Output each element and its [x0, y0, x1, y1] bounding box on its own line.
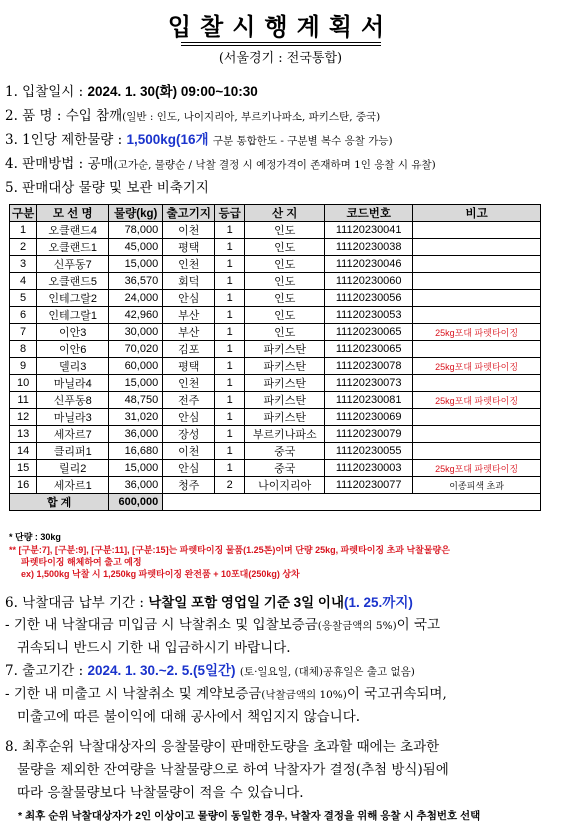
header-code: 코드번호: [325, 205, 413, 222]
table-row: [10, 477, 541, 494]
header-no: 구분: [10, 205, 37, 222]
payment-desc-2: 귀속되니 반드시 기한 내 입금하시기 바랍니다.: [17, 640, 291, 656]
row-grade: 1: [215, 358, 245, 375]
row-ship: 릴리2: [37, 460, 109, 477]
row-depot: 인천: [163, 256, 215, 273]
header-note: 비고: [413, 205, 541, 222]
row-ship: 인테그랄2: [37, 290, 109, 307]
row-origin: 파키스탄: [245, 358, 325, 375]
row-qty: 31,020: [109, 409, 163, 426]
row-no: 15: [10, 460, 37, 477]
row-ship: 오클랜드4: [37, 222, 109, 239]
row-note: 25kg포대 파렛타이징: [413, 358, 541, 375]
row-grade: 1: [215, 409, 245, 426]
payment-period-value: 낙찰일 포함 영업일 기준 3일 이내: [148, 595, 345, 610]
row-origin: 중국: [245, 460, 325, 477]
row-code: 11120230081: [325, 392, 413, 409]
row-ship: 이안3: [37, 324, 109, 341]
row-code: 11120230073: [325, 375, 413, 392]
row-ship: 오클랜드1: [37, 239, 109, 256]
row-grade: 1: [215, 239, 245, 256]
section-2-label: 2. 품 명 :: [5, 108, 62, 124]
table-row: [10, 222, 541, 239]
row-grade: 1: [215, 324, 245, 341]
row-note: [413, 409, 541, 426]
release-period-value: 2024. 1. 30.~2. 5.(5일간): [87, 663, 236, 678]
row-qty: 60,000: [109, 358, 163, 375]
header-qty: 물량(kg): [109, 205, 163, 222]
table-row: [10, 256, 541, 273]
release-desc-2: 미출고에 따른 불이익에 대해 공사에서 책임지지 않습니다.: [17, 709, 361, 725]
row-origin: 파키스탄: [245, 392, 325, 409]
row-depot: 김포: [163, 341, 215, 358]
row-code: 11120230065: [325, 341, 413, 358]
row-code: 11120230077: [325, 477, 413, 494]
row-code: 11120230003: [325, 460, 413, 477]
row-qty: 16,680: [109, 443, 163, 460]
row-qty: 36,570: [109, 273, 163, 290]
release-desc-1-end: 이 국고귀속되며,: [346, 686, 447, 702]
row-no: 16: [10, 477, 37, 494]
row-note: [413, 375, 541, 392]
final-note: * 최후 순위 낙찰대상자가 2인 이상이고 물량이 동일한 경우, 낙찰자 결정을 위해 응찰 시 추첨번호 선택: [18, 810, 481, 822]
row-origin: 인도: [245, 239, 325, 256]
section-5-label: 5. 판매대상 물량 및 보관 비축기지: [5, 180, 209, 196]
row-origin: 인도: [245, 273, 325, 290]
row-grade: 1: [215, 375, 245, 392]
row-note: 25kg포대 파렛타이징: [413, 460, 541, 477]
row-note: [413, 273, 541, 290]
total-label: 합 계: [10, 494, 109, 511]
row-qty: 70,020: [109, 341, 163, 358]
section-payment: [5, 592, 551, 659]
row-qty: 30,000: [109, 324, 163, 341]
total-empty: [163, 494, 541, 511]
row-origin: 나이지리아: [245, 477, 325, 494]
row-ship: 클리퍼1: [37, 443, 109, 460]
unit-note: * 단량 : 30kg: [9, 532, 61, 542]
row-origin: 부르키나파소: [245, 426, 325, 443]
row-note: [413, 222, 541, 239]
table-row: [10, 358, 541, 375]
row-depot: 안심: [163, 290, 215, 307]
limit-value: 1,500kg(16개: [126, 132, 209, 147]
payment-desc-1-end: 이 국고: [396, 617, 441, 633]
table-row: [10, 460, 541, 477]
section-limit: [5, 130, 553, 151]
row-note: 25kg포대 파렛타이징: [413, 392, 541, 409]
row-no: 9: [10, 358, 37, 375]
row-ship: 신푸동7: [37, 256, 109, 273]
header-grade: 등급: [215, 205, 245, 222]
row-ship: 인테그랄1: [37, 307, 109, 324]
row-code: 11120230069: [325, 409, 413, 426]
row-grade: 1: [215, 426, 245, 443]
row-qty: 42,960: [109, 307, 163, 324]
pallet-note-line-3: ex) 1,500kg 낙찰 시 1,250kg 파렛타이징 완전품 + 10포대(250kg) 상차: [21, 569, 300, 579]
item-origin-note: (일반 : 인도, 나이지리아, 부르키나파소, 파키스탄, 중국): [122, 111, 381, 123]
row-ship: 오클랜드5: [37, 273, 109, 290]
row-code: 11120230079: [325, 426, 413, 443]
total-qty: 600,000: [109, 494, 163, 511]
row-origin: 인도: [245, 307, 325, 324]
row-grade: 1: [215, 460, 245, 477]
section-3-label: 3. 1인당 제한물량 :: [5, 132, 123, 148]
table-row: [10, 392, 541, 409]
row-qty: 15,000: [109, 256, 163, 273]
last-bidder-line-3: 따라 응찰물량보다 낙찰물량이 적을 수 있습니다.: [17, 785, 304, 801]
row-grade: 1: [215, 307, 245, 324]
row-no: 5: [10, 290, 37, 307]
table-header-row: [10, 205, 541, 222]
stock-table: [9, 204, 541, 511]
table-row: [10, 307, 541, 324]
row-no: 14: [10, 443, 37, 460]
row-qty: 45,000: [109, 239, 163, 256]
row-code: 11120230065: [325, 324, 413, 341]
row-grade: 1: [215, 222, 245, 239]
row-depot: 이천: [163, 222, 215, 239]
row-note: [413, 256, 541, 273]
row-code: 11120230053: [325, 307, 413, 324]
row-ship: 마닐라4: [37, 375, 109, 392]
row-depot: 평택: [163, 358, 215, 375]
row-note: [413, 290, 541, 307]
row-no: 12: [10, 409, 37, 426]
title-underline: [181, 42, 381, 46]
row-depot: 회덕: [163, 273, 215, 290]
row-no: 10: [10, 375, 37, 392]
row-origin: 중국: [245, 443, 325, 460]
row-note: [413, 443, 541, 460]
table-total-row: [10, 494, 541, 511]
row-note: [413, 239, 541, 256]
row-depot: 평택: [163, 239, 215, 256]
row-depot: 이천: [163, 443, 215, 460]
row-ship: 이안6: [37, 341, 109, 358]
release-desc-1: - 기한 내 미출고 시 낙찰취소 및 계약보증금: [5, 686, 262, 702]
payment-desc-1: - 기한 내 낙찰대금 미입금 시 낙찰취소 및 입찰보증금: [5, 617, 318, 633]
section-stock-heading: [5, 178, 553, 198]
row-grade: 1: [215, 392, 245, 409]
section-last-bidder: [5, 736, 551, 805]
section-7-label: 7. 출고기간 :: [5, 663, 84, 679]
row-depot: 부산: [163, 324, 215, 341]
row-note: 이종피색 초과: [413, 477, 541, 494]
row-qty: 15,000: [109, 460, 163, 477]
row-no: 1: [10, 222, 37, 239]
row-grade: 1: [215, 443, 245, 460]
header-depot: 출고기지: [163, 205, 215, 222]
payment-desc-percent: (응찰금액의 5%): [317, 620, 397, 632]
bid-date-value: 2024. 1. 30(화) 09:00~10:30: [87, 84, 258, 99]
table-row: [10, 273, 541, 290]
row-depot: 안심: [163, 460, 215, 477]
row-origin: 인도: [245, 324, 325, 341]
row-depot: 부산: [163, 307, 215, 324]
row-ship: 델리3: [37, 358, 109, 375]
page-subtitle: (서울경기 : 전국통합): [218, 51, 343, 66]
pallet-note-line-2: 파렛타이징 해체하여 출고 예정: [21, 557, 142, 567]
row-depot: 인천: [163, 375, 215, 392]
row-code: 11120230056: [325, 290, 413, 307]
table-row: [10, 324, 541, 341]
table-row: [10, 341, 541, 358]
table-row: [10, 239, 541, 256]
row-ship: 세자르1: [37, 477, 109, 494]
row-qty: 15,000: [109, 375, 163, 392]
method-note: (고가순, 물량순 / 낙찰 결정 시 예정가격이 존재하며 1인 응찰 시 유찰): [113, 159, 436, 171]
row-code: 11120230078: [325, 358, 413, 375]
pallet-note-line-1: ** [구분:7], [구분:9], [구분:11], [구분:15]는 파렛타이징 물품(1.25톤)이며 단량 25kg, 파렛타이징 초과 낙찰물량은: [9, 545, 450, 555]
page-title: 입찰시행계획서: [167, 12, 394, 41]
row-note: [413, 341, 541, 358]
table-row: [10, 426, 541, 443]
row-code: 11120230060: [325, 273, 413, 290]
row-code: 11120230055: [325, 443, 413, 460]
last-bidder-line-1: 8. 최후순위 낙찰대상자의 응찰물량이 판매한도량을 초과할 때에는 초과한: [5, 739, 440, 755]
row-origin: 인도: [245, 222, 325, 239]
section-item: [5, 106, 553, 127]
row-depot: 장성: [163, 426, 215, 443]
section-4-label: 4. 판매방법 :: [5, 156, 84, 172]
row-no: 2: [10, 239, 37, 256]
table-row: [10, 409, 541, 426]
row-origin: 파키스탄: [245, 341, 325, 358]
header-origin: 산 지: [245, 205, 325, 222]
row-note: [413, 307, 541, 324]
item-name-value: 수입 참깨: [65, 108, 123, 124]
release-desc-percent: (낙찰금액의 10%): [261, 689, 347, 701]
row-origin: 파키스탄: [245, 409, 325, 426]
limit-note: 구분 통합한도 - 구분별 복수 응찰 가능): [212, 135, 393, 147]
row-grade: 1: [215, 290, 245, 307]
row-grade: 1: [215, 341, 245, 358]
table-row: [10, 443, 541, 460]
row-note: [413, 426, 541, 443]
method-value: 공매: [87, 156, 114, 172]
row-no: 11: [10, 392, 37, 409]
row-origin: 인도: [245, 256, 325, 273]
row-qty: 78,000: [109, 222, 163, 239]
row-code: 11120230046: [325, 256, 413, 273]
row-depot: 안심: [163, 409, 215, 426]
row-qty: 36,000: [109, 426, 163, 443]
pallet-note: [9, 544, 539, 580]
row-origin: 인도: [245, 290, 325, 307]
row-grade: 1: [215, 273, 245, 290]
section-bid-date: [5, 82, 553, 102]
row-ship: 마닐라3: [37, 409, 109, 426]
section-1-label: 1. 입찰일시 :: [5, 84, 84, 100]
row-no: 4: [10, 273, 37, 290]
row-origin: 파키스탄: [245, 375, 325, 392]
table-row: [10, 375, 541, 392]
row-depot: 청주: [163, 477, 215, 494]
payment-deadline: (1. 25.까지): [344, 595, 413, 610]
section-method: [5, 154, 553, 175]
last-bidder-line-2: 물량을 제외한 잔여량을 낙찰물량으로 하여 낙찰자가 결정(추첨 방식)됨에: [17, 762, 449, 778]
row-code: 11120230038: [325, 239, 413, 256]
row-ship: 신푸동8: [37, 392, 109, 409]
row-no: 7: [10, 324, 37, 341]
header-ship: 모 선 명: [37, 205, 109, 222]
row-no: 3: [10, 256, 37, 273]
row-no: 13: [10, 426, 37, 443]
row-note: 25kg포대 파렛타이징: [413, 324, 541, 341]
row-ship: 세자르7: [37, 426, 109, 443]
row-code: 11120230041: [325, 222, 413, 239]
release-period-note: (토·일요일, (대체)공휴일은 출고 없음): [239, 666, 415, 678]
row-qty: 24,000: [109, 290, 163, 307]
row-qty: 36,000: [109, 477, 163, 494]
row-grade: 1: [215, 256, 245, 273]
section-release: [5, 660, 551, 728]
section-6-label: 6. 낙찰대금 납부 기간 :: [5, 595, 144, 611]
row-no: 8: [10, 341, 37, 358]
row-grade: 2: [215, 477, 245, 494]
table-row: [10, 290, 541, 307]
row-qty: 48,750: [109, 392, 163, 409]
row-no: 6: [10, 307, 37, 324]
row-depot: 전주: [163, 392, 215, 409]
